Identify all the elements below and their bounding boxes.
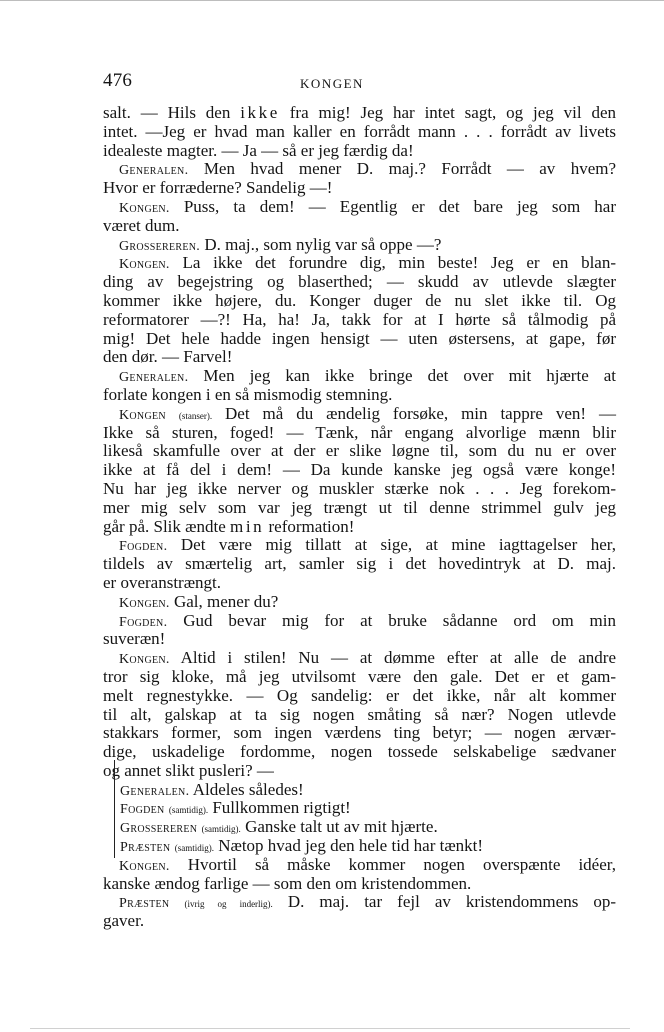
speaker-name: Grossereren [120,821,198,837]
text-line: Nu har jeg ikke nerver og muskler stærke nok . . . Jeg forekom- [103,478,616,498]
text-line: tror sig kloke, må jeg utvilsomt være den gale. Det er et gam- [103,666,616,686]
speech-line: Kongen (stanser). Det må du ændelig forsøke, min tappre ven! — [119,403,616,423]
speech-line: Generalen. Men jeg kan ikke bringe det over mit hjærte at [119,366,617,386]
page-number: 476 [103,70,133,91]
text-line: intet. —Jeg er hvad man kaller en forrådt mann . . . forrådt av livets [103,121,616,141]
bottom-edge-rule [30,1028,630,1029]
text-line: kanske ændog farlige — som den om kristendommen. [103,873,472,893]
speaker-name: Kongen [119,407,166,423]
speaker-name: Fogden. [119,539,168,555]
speaker-name: Generalen. [119,370,189,386]
speech-line: Fogden. Gud bevar mig for at bruke sådanne ord om min [119,610,616,630]
text-line: kommer ikke højere, du. Konger duger de nu slet ikke til. Og [103,290,616,310]
speech-line: Præsten (ivrig og inderlig). D. maj. tar fejl av kristendommens op- [119,892,617,912]
text-line: til alt, galskap at ta sig nogen småting så nær? Nogen utlevde [103,704,616,724]
text-line: er overanstrængt. [103,572,222,592]
text-line: mig! Det hele hadde ingen hensigt — uten østersens, at gape, før [103,328,616,348]
stage-direction: (samtidig). [174,843,214,854]
text-line: mer mig selv som var jeg trængt ut til denne strimmel gulv jeg [103,497,616,517]
text-line: salt. — Hils den ikke fra mig! Jeg har intet sagt, og jeg vil den [103,103,617,122]
top-edge-rule [0,0,664,1]
stage-direction: (samtidig). [168,805,209,816]
speaker-name: Kongen. [119,858,170,874]
text-line: likeså skamfulle over at der er slike løgne til, som du nu er over [103,441,616,461]
speaker-name: Fogden. [119,614,168,630]
speaker-name: Kongen. [119,200,170,216]
text-line: reformatorer —?! Ha, ha! Ja, takk for at I hørte så tålmodig på [103,309,616,329]
speaker-name: Generalen. [119,163,189,179]
text-line: suveræn! [103,629,166,649]
speech-line: Generalen. Aldeles således! [120,779,304,799]
speech-line: Generalen. Men hvad mener D. maj.? Forrådt — av hvem? [119,159,617,179]
simultaneous-speech-bracket [114,760,118,858]
text-line: stakkars former, som ingen værdens ting betyr; — nogen ærvær- [103,723,616,743]
speech-line: Kongen. La ikke det forundre dig, min beste! Jeg er en blan- [119,253,617,273]
speech-line: Fogden (samtidig). Fullkommen rigtigt! [120,798,351,818]
speaker-name: Generalen. [120,783,190,799]
speech-line: Kongen. Gal, mener du? [119,591,279,611]
speech-line: Præsten (samtidig). Nætop hvad jeg den hele tid har tænkt! [120,836,484,856]
speaker-name: Grossereren. [119,238,201,254]
text-line: tildels av smærtelig art, samler sig i det hovedintryk at D. maj. [103,554,616,574]
spaced-emphasis: ikke [240,103,280,122]
speaker-name: Præsten [119,896,170,912]
text-line: den dør. — Farvel! [103,347,233,367]
text-line: Hvor er forræderne? Sandelig —! [103,178,333,198]
speaker-name: Kongen. [119,595,170,611]
running-title: KONGEN [300,76,364,91]
stage-direction: (ivrig og inderlig). [184,899,273,910]
stage-direction: (samtidig). [201,824,241,835]
text-line: går på. Slik ændte min reformation! [103,516,355,536]
text-line: Ikke så sturen, foged! — Tænk, når engang alvorlige mænn blir [103,422,616,442]
speaker-name: Kongen. [119,257,170,273]
speech-line: Kongen. Hvortil så måske kommer nogen overspænte idéer, [119,854,617,874]
text-line: gaver. [103,911,145,931]
speech-line: Grossereren (samtidig). Ganske talt ut av mit hjærte. [120,817,438,837]
text-line: ding av begejstring og blaserthed; — skudd av utlevde slægter [103,272,616,292]
speech-line: Kongen. Puss, ta dem! — Egentlig er det bare jeg som har [119,196,616,216]
text-line: melt regnestykke. — Og sandelig: er det ikke, når alt kommer [103,685,616,705]
text-line: idealeste magter. — Ja — så er jeg færdig da! [103,140,414,160]
speaker-name: Kongen. [119,652,170,668]
speaker-name: Fogden [120,802,165,818]
text-line: og annet slikt pusleri? — [103,760,274,780]
stage-direction: (stanser). [178,410,213,421]
spaced-emphasis: min [230,516,265,536]
text-line: ikke at få del i dem! — Da kunde kanske jeg også være konge! [103,460,616,480]
text-line: dige, uskadelige fordomme, nogen tossede selskabelige sædvaner [103,742,616,762]
speech-line: Kongen. Altid i stilen! Nu — at dømme efter at alle de andre [119,648,617,668]
text-line: forlate kongen i en så mismodig stemning. [103,384,393,404]
speech-line: Grossereren. D. maj., som nylig var så oppe —? [119,234,442,254]
speaker-name: Præsten [120,840,171,856]
speech-line: Fogden. Det være mig tillatt at sige, at mine iagttagelser her, [119,535,617,555]
body-text [103,104,616,931]
text-line: været dum. [103,215,180,235]
